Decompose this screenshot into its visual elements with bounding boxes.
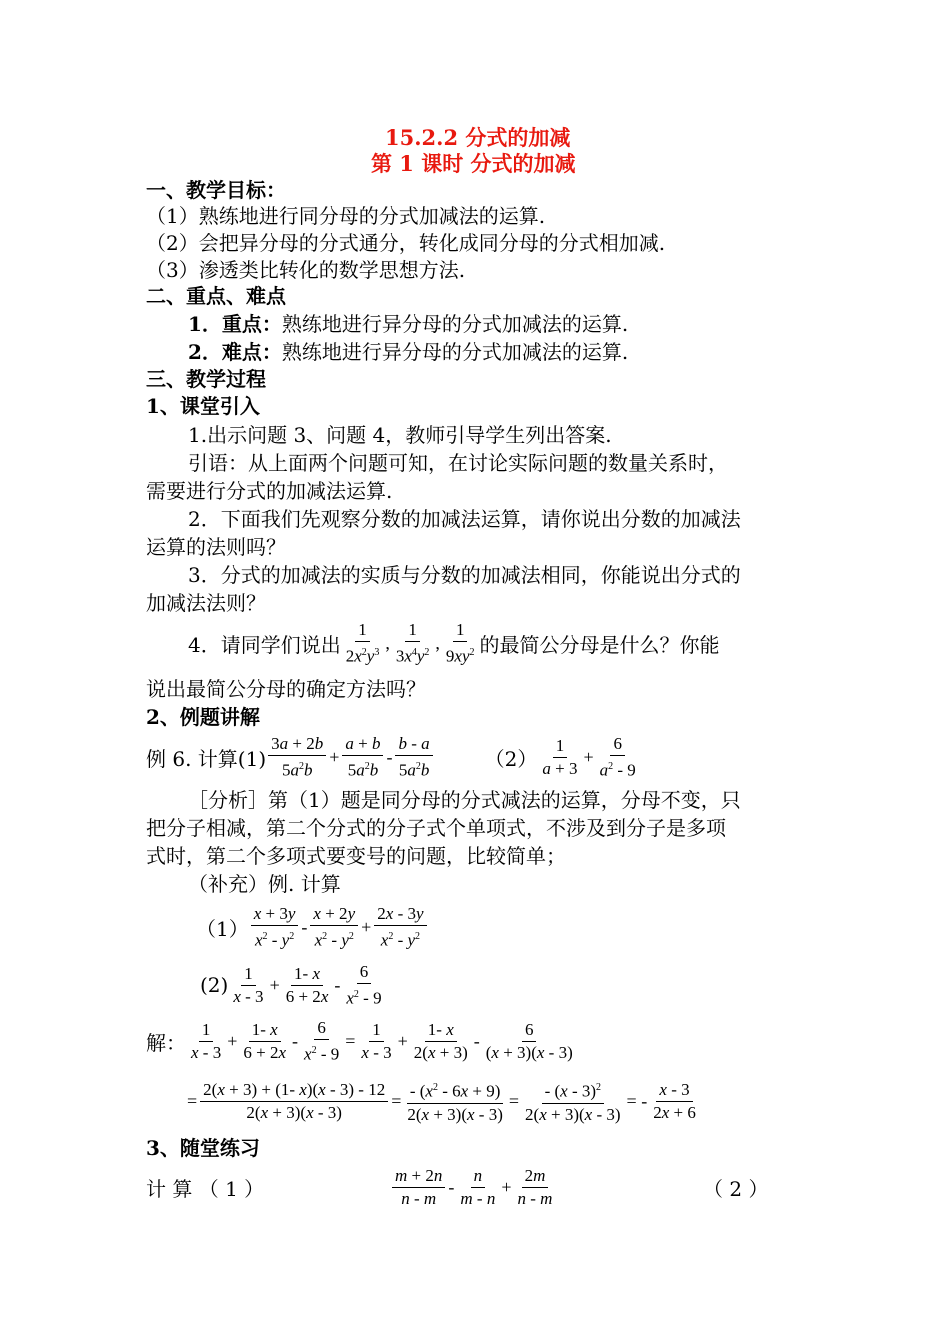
intro-item-5: 4．请同学们说出 $\frac{1}{2x^2y^3}$ , $\frac{1}{3x^4y^2}$ , $\frac{1}{9xy^2}$ 的最简公分母是什么？你能	[188, 620, 720, 666]
example-6-part-2-label: （2）	[484, 746, 538, 771]
formula-fraction: $\frac{n}{m - n}$	[460, 1166, 496, 1208]
subsection-practice-heading: 3、随堂练习	[146, 1136, 260, 1160]
formula-fraction: $\frac{- (x^2 - 6x + 9)}{2(x + 3)(x - 3)}$	[404, 1078, 506, 1125]
formula-fraction: $\frac{1}{2x^2y^3}$	[345, 620, 380, 666]
formula-fraction: $\frac{1}{a + 3}$	[542, 735, 578, 778]
goal-3: （3）渗透类比转化的数学思想方法.	[146, 258, 466, 282]
formula-fraction: $\frac{6}{(x + 3)(x - 3)}$	[485, 1019, 573, 1062]
title-line-1: 15.2.2 分式的加减	[385, 125, 571, 150]
subsection-examples-heading: 2、例题讲解	[146, 705, 260, 729]
difficult-label: 2．难点：	[188, 340, 282, 364]
formula-fraction: $\frac{x + 2y}{x^2 - y^2}$	[310, 904, 358, 951]
intro-item-4a: 3．分式的加减法的实质与分数的加减法相同，你能说出分式的	[188, 563, 741, 587]
formula-fraction: $\frac{1- x}{6 + 2x}$	[243, 1019, 287, 1062]
supplement-label: （补充）例. 计算	[188, 872, 341, 896]
analysis-line-1: ［分析］第（1）题是同分母的分式减法的运算，分母不变，只	[188, 788, 741, 812]
supplement-1-label: （1）	[196, 916, 249, 941]
formula-fraction: $\frac{1}{x - 3}$	[361, 1019, 392, 1062]
formula-fraction: $\frac{1- x}{6 + 2x}$	[285, 963, 329, 1006]
analysis-line-2: 把分子相减，第二个分式的分子式个单项式，不涉及到分子是多项	[146, 816, 726, 840]
title-line-2: 第 1 课时 分式的加减	[371, 151, 576, 176]
formula-fraction: $\frac{1}{3x^4y^2}$	[395, 620, 430, 666]
solution-line-2: = $\frac{2(x + 3) + (1- x)(x - 3) - 12}{2(x + 3)(x - 3)}$ = $\frac{- (x^2 - 6x + 9)}{2(x + 3)(x - 3)}$ = $\frac{- (x - 3)^2}{2(x + 3)(x - 3)}$ = - $\frac{x - 3}{2x + 6}$	[186, 1078, 701, 1125]
intro-item-1: 1.出示问题 3、问题 4，教师引导学生列出答案.	[188, 423, 612, 447]
intro-item-2a: 引语：从上面两个问题可知，在讨论实际问题的数量关系时，	[188, 451, 728, 475]
formula-fraction: $\frac{m + 2n}{n - m}$	[392, 1166, 445, 1209]
formula-fraction: $\frac{1- x}{2(x + 3)}$	[413, 1019, 468, 1062]
supplement-2-label: (2)	[200, 973, 229, 998]
practice-label: 计 算 （ 1 ）	[146, 1177, 265, 1201]
example-6-label: 例 6. 计算(1)	[146, 746, 267, 771]
example-6: 例 6. 计算(1) $\frac{3a + 2b}{5a^2b}$ + $\frac{a + b}{5a^2b}$ - $\frac{b - a}{5a^2b}$ （2） $\frac{1}{a + 3}$ + $\frac{6}{a^2 - 9}$	[146, 734, 641, 781]
intro-item-4b: 加减法法则？	[146, 591, 266, 615]
formula-fraction: $\frac{1}{x - 3}$	[233, 963, 264, 1006]
formula-fraction: $\frac{3a + 2b}{5a^2b}$	[268, 734, 326, 781]
section-goals-heading: 一、教学目标：	[146, 178, 286, 202]
difficult-text: 熟练地进行异分母的分式加减法的运算.	[281, 340, 629, 364]
formula-fraction: $\frac{b - a}{5a^2b}$	[395, 734, 432, 781]
key-point	[188, 312, 628, 336]
key-text: 熟练地进行异分母的分式加减法的运算.	[281, 312, 629, 336]
goal-2: （2）会把异分母的分式通分，转化成同分母的分式相加减.	[146, 231, 666, 255]
formula-fraction: $\frac{2(x + 3) + (1- x)(x - 3) - 12}{2(x + 3)(x - 3)}$	[200, 1080, 388, 1123]
intro-item-3a: 2．下面我们先观察分数的加减法运算，请你说出分数的加减法	[188, 507, 741, 531]
intro-item-5-prefix: 4．请同学们说出	[188, 632, 341, 657]
supplement-1: （1） $\frac{x + 3y}{x^2 - y^2}$ - $\frac{x + 2y}{x^2 - y^2}$ + $\frac{2x - 3y}{x^2 - y^2}$	[196, 904, 429, 951]
solution-label: 解：	[146, 1030, 186, 1055]
goal-1: （1）熟练地进行同分母的分式加减法的运算.	[146, 204, 546, 228]
formula-fraction: $\frac{1}{x - 3}$	[191, 1019, 222, 1062]
formula-fraction: $\frac{- (x - 3)^2}{2(x + 3)(x - 3)}$	[522, 1078, 624, 1125]
intro-item-5c: 说出最简公分母的确定方法吗？	[146, 677, 426, 701]
formula-fraction: $\frac{6}{x^2 - 9}$	[346, 962, 382, 1008]
intro-item-3b: 运算的法则吗？	[146, 535, 286, 559]
key-label: 1．重点：	[188, 312, 282, 336]
formula-fraction: $\frac{x + 3y}{x^2 - y^2}$	[251, 904, 299, 951]
section-key-heading: 二、重点、难点	[146, 284, 286, 308]
subsection-intro-heading: 1、课堂引入	[146, 394, 260, 418]
difficult-point	[188, 340, 628, 364]
formula-fraction: $\frac{1}{9xy^2}$	[445, 620, 475, 666]
section-process-heading: 三、教学过程	[146, 367, 266, 391]
formula-fraction: $\frac{2x - 3y}{x^2 - y^2}$	[374, 904, 426, 951]
intro-item-2b: 需要进行分式的加减法运算.	[146, 479, 393, 503]
formula-fraction: $\frac{6}{x^2 - 9}$	[304, 1018, 340, 1064]
supplement-2: (2) $\frac{1}{x - 3}$ + $\frac{1- x}{6 + 2x}$ - $\frac{6}{x^2 - 9}$	[200, 962, 387, 1009]
practice-part-2-label: （ 2 ）	[703, 1177, 769, 1201]
formula-fraction: $\frac{x - 3}{2x + 6}$	[653, 1079, 696, 1122]
analysis-line-3: 式时，第二个多项式要变号的问题，比较简单；	[146, 844, 566, 868]
formula-fraction: $\frac{2m}{n - m}$	[517, 1166, 553, 1208]
formula-fraction: $\frac{a + b}{5a^2b}$	[342, 734, 383, 781]
practice-1-formula: $\frac{m + 2n}{n - m}$ - $\frac{n}{m - n}$ + $\frac{2m}{n - m}$	[390, 1166, 557, 1209]
solution-line-1: 解： $\frac{1}{x - 3}$ + $\frac{1- x}{6 + 2x}$ - $\frac{6}{x^2 - 9}$ = $\frac{1}{x - 3}$ + $\frac{1- x}{2(x + 3)}$ - $\frac{6}{(x + 3)(x - 3)}$	[146, 1018, 578, 1065]
formula-fraction: $\frac{6}{a^2 - 9}$	[599, 734, 636, 780]
intro-item-5-suffix: 的最简公分母是什么？你能	[479, 632, 720, 657]
